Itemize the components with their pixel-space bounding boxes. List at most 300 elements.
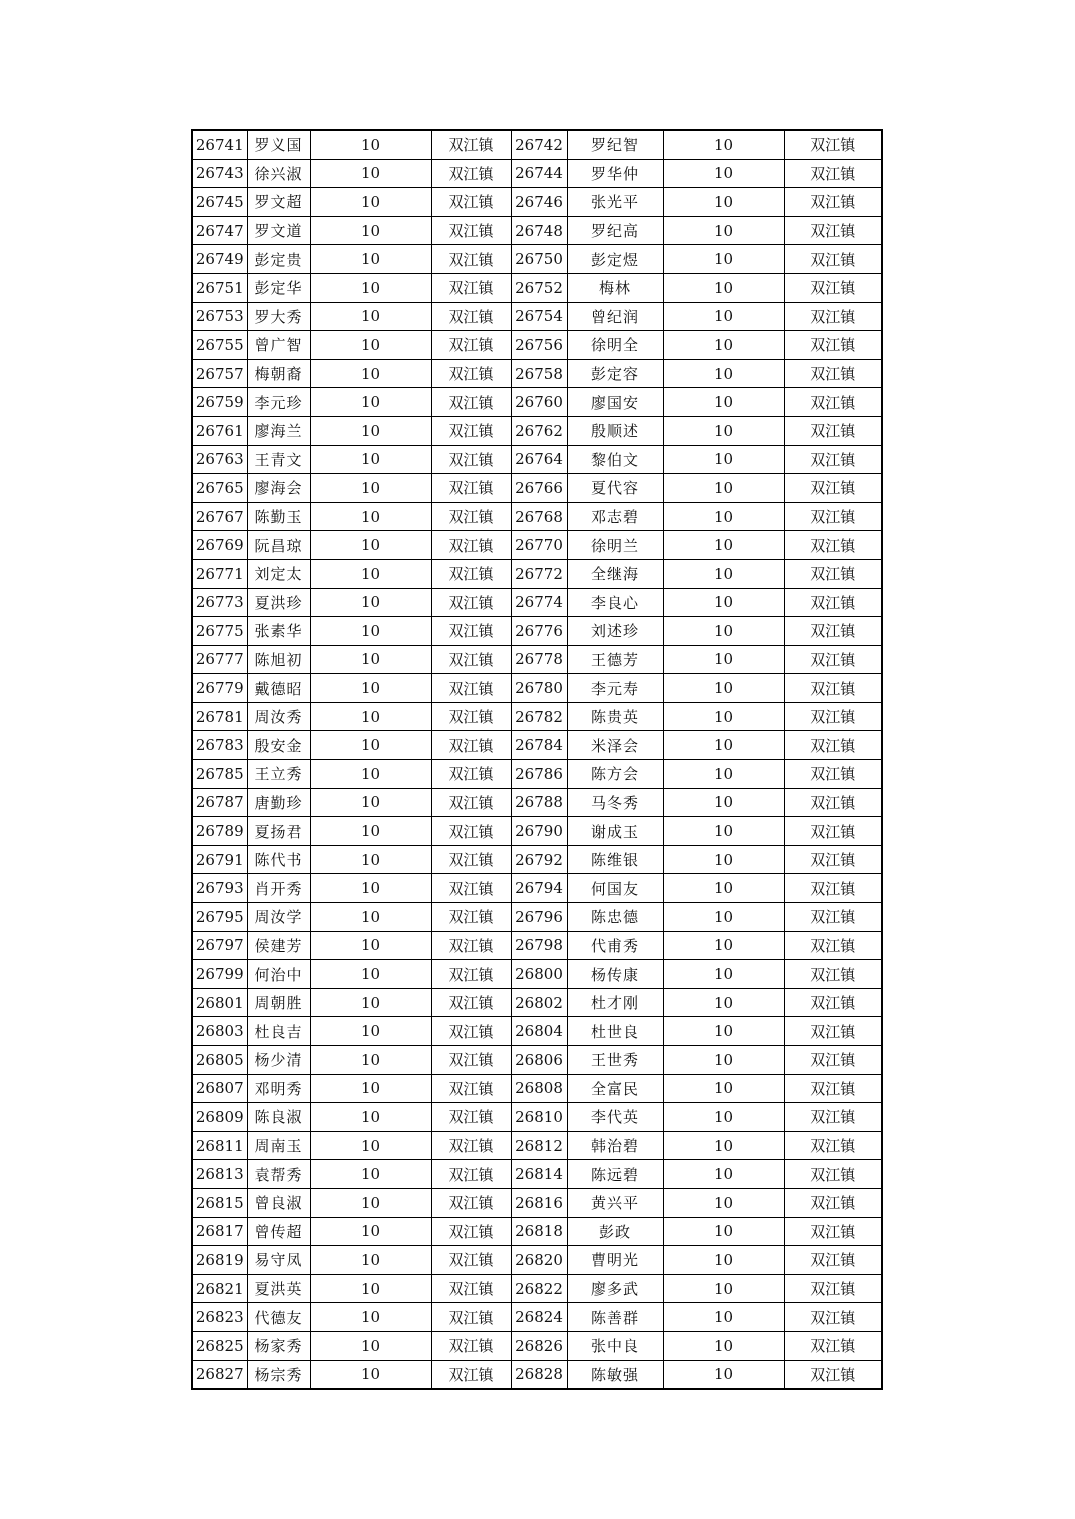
amount-cell: 10 <box>663 188 784 217</box>
town-cell: 双江镇 <box>784 1046 882 1075</box>
id-cell: 26800 <box>511 960 567 989</box>
amount-cell: 10 <box>663 474 784 503</box>
table-row <box>192 388 882 417</box>
name-cell: 代甫秀 <box>567 931 663 960</box>
name-cell: 杜良吉 <box>247 1017 310 1046</box>
name-cell: 陈方会 <box>567 760 663 789</box>
name-cell: 彭定华 <box>247 273 310 302</box>
name-cell: 韩治碧 <box>567 1131 663 1160</box>
town-cell: 双江镇 <box>784 674 882 703</box>
name-cell: 王世秀 <box>567 1046 663 1075</box>
id-cell: 26781 <box>192 702 247 731</box>
table-row <box>192 302 882 331</box>
id-cell: 26784 <box>511 731 567 760</box>
id-cell: 26755 <box>192 331 247 360</box>
amount-cell: 10 <box>663 359 784 388</box>
amount-cell: 10 <box>310 302 431 331</box>
town-cell: 双江镇 <box>784 1103 882 1132</box>
amount-cell: 10 <box>310 1131 431 1160</box>
amount-cell: 10 <box>663 1188 784 1217</box>
id-cell: 26799 <box>192 960 247 989</box>
id-cell: 26763 <box>192 445 247 474</box>
id-cell: 26770 <box>511 531 567 560</box>
table-row <box>192 130 882 159</box>
id-cell: 26816 <box>511 1188 567 1217</box>
town-cell: 双江镇 <box>431 845 511 874</box>
table-row <box>192 731 882 760</box>
name-cell: 刘述珍 <box>567 617 663 646</box>
amount-cell: 10 <box>663 931 784 960</box>
name-cell: 曾广智 <box>247 331 310 360</box>
name-cell: 罗义国 <box>247 130 310 159</box>
name-cell: 陈良淑 <box>247 1103 310 1132</box>
town-cell: 双江镇 <box>431 1246 511 1275</box>
table-row <box>192 1303 882 1332</box>
town-cell: 双江镇 <box>784 988 882 1017</box>
amount-cell: 10 <box>310 1246 431 1275</box>
table-row <box>192 817 882 846</box>
name-cell: 王德芳 <box>567 645 663 674</box>
id-cell: 26794 <box>511 874 567 903</box>
amount-cell: 10 <box>663 1046 784 1075</box>
table-row <box>192 474 882 503</box>
id-cell: 26809 <box>192 1103 247 1132</box>
town-cell: 双江镇 <box>784 1217 882 1246</box>
amount-cell: 10 <box>310 388 431 417</box>
amount-cell: 10 <box>663 1131 784 1160</box>
town-cell: 双江镇 <box>431 559 511 588</box>
town-cell: 双江镇 <box>431 216 511 245</box>
town-cell: 双江镇 <box>784 388 882 417</box>
amount-cell: 10 <box>310 903 431 932</box>
table-row <box>192 188 882 217</box>
id-cell: 26778 <box>511 645 567 674</box>
name-cell: 何国友 <box>567 874 663 903</box>
name-cell: 彭政 <box>567 1217 663 1246</box>
amount-cell: 10 <box>663 1274 784 1303</box>
amount-cell: 10 <box>310 617 431 646</box>
id-cell: 26804 <box>511 1017 567 1046</box>
name-cell: 徐明兰 <box>567 531 663 560</box>
name-cell: 黎伯文 <box>567 445 663 474</box>
name-cell: 袁帮秀 <box>247 1160 310 1189</box>
town-cell: 双江镇 <box>784 559 882 588</box>
name-cell: 周南玉 <box>247 1131 310 1160</box>
amount-cell: 10 <box>310 359 431 388</box>
name-cell: 刘定太 <box>247 559 310 588</box>
amount-cell: 10 <box>310 1274 431 1303</box>
town-cell: 双江镇 <box>784 903 882 932</box>
id-cell: 26757 <box>192 359 247 388</box>
payment-roster-table <box>191 129 883 1390</box>
amount-cell: 10 <box>310 331 431 360</box>
name-cell: 罗文道 <box>247 216 310 245</box>
name-cell: 徐明全 <box>567 331 663 360</box>
amount-cell: 10 <box>310 1074 431 1103</box>
amount-cell: 10 <box>663 502 784 531</box>
town-cell: 双江镇 <box>784 617 882 646</box>
amount-cell: 10 <box>663 245 784 274</box>
amount-cell: 10 <box>310 130 431 159</box>
town-cell: 双江镇 <box>784 845 882 874</box>
amount-cell: 10 <box>310 1331 431 1360</box>
amount-cell: 10 <box>663 159 784 188</box>
name-cell: 阮昌琼 <box>247 531 310 560</box>
id-cell: 26780 <box>511 674 567 703</box>
id-cell: 26806 <box>511 1046 567 1075</box>
amount-cell: 10 <box>310 960 431 989</box>
table-row <box>192 502 882 531</box>
name-cell: 李代英 <box>567 1103 663 1132</box>
amount-cell: 10 <box>663 216 784 245</box>
amount-cell: 10 <box>310 760 431 789</box>
name-cell: 李良心 <box>567 588 663 617</box>
town-cell: 双江镇 <box>431 960 511 989</box>
id-cell: 26753 <box>192 302 247 331</box>
name-cell: 陈代书 <box>247 845 310 874</box>
amount-cell: 10 <box>663 874 784 903</box>
town-cell: 双江镇 <box>784 731 882 760</box>
name-cell: 唐勤珍 <box>247 788 310 817</box>
amount-cell: 10 <box>310 1160 431 1189</box>
id-cell: 26758 <box>511 359 567 388</box>
table-row <box>192 702 882 731</box>
name-cell: 彭定容 <box>567 359 663 388</box>
table-row <box>192 845 882 874</box>
table-row <box>192 960 882 989</box>
id-cell: 26782 <box>511 702 567 731</box>
table-row <box>192 588 882 617</box>
town-cell: 双江镇 <box>784 788 882 817</box>
amount-cell: 10 <box>663 588 784 617</box>
town-cell: 双江镇 <box>431 731 511 760</box>
table-row <box>192 788 882 817</box>
town-cell: 双江镇 <box>431 1188 511 1217</box>
id-cell: 26760 <box>511 388 567 417</box>
town-cell: 双江镇 <box>784 474 882 503</box>
town-cell: 双江镇 <box>784 331 882 360</box>
name-cell: 全富民 <box>567 1074 663 1103</box>
id-cell: 26796 <box>511 903 567 932</box>
town-cell: 双江镇 <box>431 1331 511 1360</box>
name-cell: 梅林 <box>567 273 663 302</box>
amount-cell: 10 <box>310 674 431 703</box>
amount-cell: 10 <box>310 988 431 1017</box>
amount-cell: 10 <box>310 474 431 503</box>
id-cell: 26791 <box>192 845 247 874</box>
town-cell: 双江镇 <box>784 1131 882 1160</box>
amount-cell: 10 <box>663 903 784 932</box>
amount-cell: 10 <box>310 245 431 274</box>
amount-cell: 10 <box>310 874 431 903</box>
town-cell: 双江镇 <box>784 931 882 960</box>
town-cell: 双江镇 <box>784 1331 882 1360</box>
name-cell: 肖开秀 <box>247 874 310 903</box>
table-row <box>192 1017 882 1046</box>
id-cell: 26742 <box>511 130 567 159</box>
table-row <box>192 1246 882 1275</box>
name-cell: 杨少清 <box>247 1046 310 1075</box>
id-cell: 26803 <box>192 1017 247 1046</box>
table-row <box>192 1360 882 1389</box>
name-cell: 陈敏强 <box>567 1360 663 1389</box>
amount-cell: 10 <box>663 674 784 703</box>
name-cell: 陈忠德 <box>567 903 663 932</box>
town-cell: 双江镇 <box>431 1131 511 1160</box>
amount-cell: 10 <box>663 988 784 1017</box>
id-cell: 26762 <box>511 416 567 445</box>
town-cell: 双江镇 <box>431 617 511 646</box>
name-cell: 何治中 <box>247 960 310 989</box>
id-cell: 26776 <box>511 617 567 646</box>
amount-cell: 10 <box>310 159 431 188</box>
id-cell: 26765 <box>192 474 247 503</box>
town-cell: 双江镇 <box>431 1360 511 1389</box>
town-cell: 双江镇 <box>784 273 882 302</box>
name-cell: 周汝秀 <box>247 702 310 731</box>
table-row <box>192 559 882 588</box>
amount-cell: 10 <box>663 1017 784 1046</box>
amount-cell: 10 <box>310 416 431 445</box>
name-cell: 杨家秀 <box>247 1331 310 1360</box>
amount-cell: 10 <box>310 502 431 531</box>
town-cell: 双江镇 <box>784 702 882 731</box>
id-cell: 26825 <box>192 1331 247 1360</box>
amount-cell: 10 <box>663 559 784 588</box>
amount-cell: 10 <box>310 845 431 874</box>
town-cell: 双江镇 <box>784 216 882 245</box>
town-cell: 双江镇 <box>784 960 882 989</box>
id-cell: 26743 <box>192 159 247 188</box>
amount-cell: 10 <box>310 817 431 846</box>
name-cell: 周汝学 <box>247 903 310 932</box>
amount-cell: 10 <box>310 559 431 588</box>
name-cell: 张素华 <box>247 617 310 646</box>
table-row <box>192 645 882 674</box>
name-cell: 陈勤玉 <box>247 502 310 531</box>
town-cell: 双江镇 <box>431 445 511 474</box>
name-cell: 周朝胜 <box>247 988 310 1017</box>
id-cell: 26802 <box>511 988 567 1017</box>
table-row <box>192 216 882 245</box>
table-row <box>192 617 882 646</box>
town-cell: 双江镇 <box>431 1046 511 1075</box>
id-cell: 26741 <box>192 130 247 159</box>
table-row <box>192 988 882 1017</box>
name-cell: 曹明光 <box>567 1246 663 1275</box>
id-cell: 26793 <box>192 874 247 903</box>
id-cell: 26772 <box>511 559 567 588</box>
amount-cell: 10 <box>310 531 431 560</box>
amount-cell: 10 <box>310 702 431 731</box>
town-cell: 双江镇 <box>784 1246 882 1275</box>
name-cell: 陈远碧 <box>567 1160 663 1189</box>
name-cell: 李元珍 <box>247 388 310 417</box>
name-cell: 廖海会 <box>247 474 310 503</box>
name-cell: 侯建芳 <box>247 931 310 960</box>
amount-cell: 10 <box>310 216 431 245</box>
town-cell: 双江镇 <box>784 1074 882 1103</box>
id-cell: 26823 <box>192 1303 247 1332</box>
name-cell: 杜世良 <box>567 1017 663 1046</box>
table-row <box>192 159 882 188</box>
table-row <box>192 1103 882 1132</box>
town-cell: 双江镇 <box>431 588 511 617</box>
name-cell: 徐兴淑 <box>247 159 310 188</box>
amount-cell: 10 <box>310 645 431 674</box>
town-cell: 双江镇 <box>784 645 882 674</box>
name-cell: 罗纪高 <box>567 216 663 245</box>
amount-cell: 10 <box>663 1160 784 1189</box>
name-cell: 米泽会 <box>567 731 663 760</box>
id-cell: 26811 <box>192 1131 247 1160</box>
id-cell: 26810 <box>511 1103 567 1132</box>
town-cell: 双江镇 <box>431 130 511 159</box>
town-cell: 双江镇 <box>431 188 511 217</box>
amount-cell: 10 <box>310 1046 431 1075</box>
name-cell: 邓志碧 <box>567 502 663 531</box>
name-cell: 陈贵英 <box>567 702 663 731</box>
town-cell: 双江镇 <box>431 1274 511 1303</box>
town-cell: 双江镇 <box>784 1017 882 1046</box>
amount-cell: 10 <box>663 416 784 445</box>
town-cell: 双江镇 <box>784 416 882 445</box>
table-row <box>192 331 882 360</box>
table-row <box>192 1188 882 1217</box>
id-cell: 26764 <box>511 445 567 474</box>
table-row <box>192 273 882 302</box>
amount-cell: 10 <box>310 731 431 760</box>
amount-cell: 10 <box>663 331 784 360</box>
table-row <box>192 1274 882 1303</box>
id-cell: 26744 <box>511 159 567 188</box>
amount-cell: 10 <box>310 1103 431 1132</box>
amount-cell: 10 <box>663 617 784 646</box>
town-cell: 双江镇 <box>431 1074 511 1103</box>
amount-cell: 10 <box>310 1360 431 1389</box>
id-cell: 26774 <box>511 588 567 617</box>
id-cell: 26812 <box>511 1131 567 1160</box>
table-row <box>192 903 882 932</box>
id-cell: 26785 <box>192 760 247 789</box>
id-cell: 26775 <box>192 617 247 646</box>
amount-cell: 10 <box>663 130 784 159</box>
name-cell: 夏洪珍 <box>247 588 310 617</box>
town-cell: 双江镇 <box>784 531 882 560</box>
table-row <box>192 416 882 445</box>
id-cell: 26818 <box>511 1217 567 1246</box>
amount-cell: 10 <box>663 1217 784 1246</box>
id-cell: 26790 <box>511 817 567 846</box>
id-cell: 26750 <box>511 245 567 274</box>
town-cell: 双江镇 <box>431 416 511 445</box>
id-cell: 26786 <box>511 760 567 789</box>
amount-cell: 10 <box>310 1017 431 1046</box>
table-row <box>192 760 882 789</box>
name-cell: 谢成玉 <box>567 817 663 846</box>
town-cell: 双江镇 <box>431 817 511 846</box>
town-cell: 双江镇 <box>784 588 882 617</box>
amount-cell: 10 <box>310 931 431 960</box>
name-cell: 李元寿 <box>567 674 663 703</box>
table-row <box>192 931 882 960</box>
id-cell: 26751 <box>192 273 247 302</box>
town-cell: 双江镇 <box>784 359 882 388</box>
amount-cell: 10 <box>663 388 784 417</box>
id-cell: 26807 <box>192 1074 247 1103</box>
amount-cell: 10 <box>310 273 431 302</box>
id-cell: 26808 <box>511 1074 567 1103</box>
id-cell: 26819 <box>192 1246 247 1275</box>
id-cell: 26817 <box>192 1217 247 1246</box>
town-cell: 双江镇 <box>431 1017 511 1046</box>
amount-cell: 10 <box>310 1188 431 1217</box>
id-cell: 26826 <box>511 1331 567 1360</box>
name-cell: 黄兴平 <box>567 1188 663 1217</box>
id-cell: 26824 <box>511 1303 567 1332</box>
id-cell: 26788 <box>511 788 567 817</box>
name-cell: 梅朝裔 <box>247 359 310 388</box>
table-row <box>192 674 882 703</box>
town-cell: 双江镇 <box>784 1160 882 1189</box>
name-cell: 杨传康 <box>567 960 663 989</box>
name-cell: 廖多武 <box>567 1274 663 1303</box>
amount-cell: 10 <box>310 445 431 474</box>
id-cell: 26768 <box>511 502 567 531</box>
name-cell: 彭定煜 <box>567 245 663 274</box>
roster-body <box>192 130 882 1389</box>
id-cell: 26805 <box>192 1046 247 1075</box>
amount-cell: 10 <box>663 1246 784 1275</box>
name-cell: 杨宗秀 <box>247 1360 310 1389</box>
id-cell: 26822 <box>511 1274 567 1303</box>
town-cell: 双江镇 <box>431 302 511 331</box>
table-row <box>192 1217 882 1246</box>
name-cell: 罗纪智 <box>567 130 663 159</box>
amount-cell: 10 <box>663 645 784 674</box>
name-cell: 曾良淑 <box>247 1188 310 1217</box>
town-cell: 双江镇 <box>431 359 511 388</box>
name-cell: 王立秀 <box>247 760 310 789</box>
table-row <box>192 1046 882 1075</box>
name-cell: 彭定贵 <box>247 245 310 274</box>
id-cell: 26783 <box>192 731 247 760</box>
town-cell: 双江镇 <box>431 788 511 817</box>
id-cell: 26828 <box>511 1360 567 1389</box>
id-cell: 26820 <box>511 1246 567 1275</box>
id-cell: 26779 <box>192 674 247 703</box>
table-row <box>192 359 882 388</box>
table-row <box>192 445 882 474</box>
town-cell: 双江镇 <box>431 1103 511 1132</box>
town-cell: 双江镇 <box>431 760 511 789</box>
amount-cell: 10 <box>663 788 784 817</box>
amount-cell: 10 <box>663 445 784 474</box>
table-row <box>192 245 882 274</box>
id-cell: 26777 <box>192 645 247 674</box>
name-cell: 曾传超 <box>247 1217 310 1246</box>
name-cell: 殷顺述 <box>567 416 663 445</box>
town-cell: 双江镇 <box>431 1303 511 1332</box>
town-cell: 双江镇 <box>431 702 511 731</box>
town-cell: 双江镇 <box>784 817 882 846</box>
name-cell: 夏洪英 <box>247 1274 310 1303</box>
id-cell: 26767 <box>192 502 247 531</box>
id-cell: 26759 <box>192 388 247 417</box>
amount-cell: 10 <box>663 1074 784 1103</box>
amount-cell: 10 <box>663 1331 784 1360</box>
amount-cell: 10 <box>663 845 784 874</box>
